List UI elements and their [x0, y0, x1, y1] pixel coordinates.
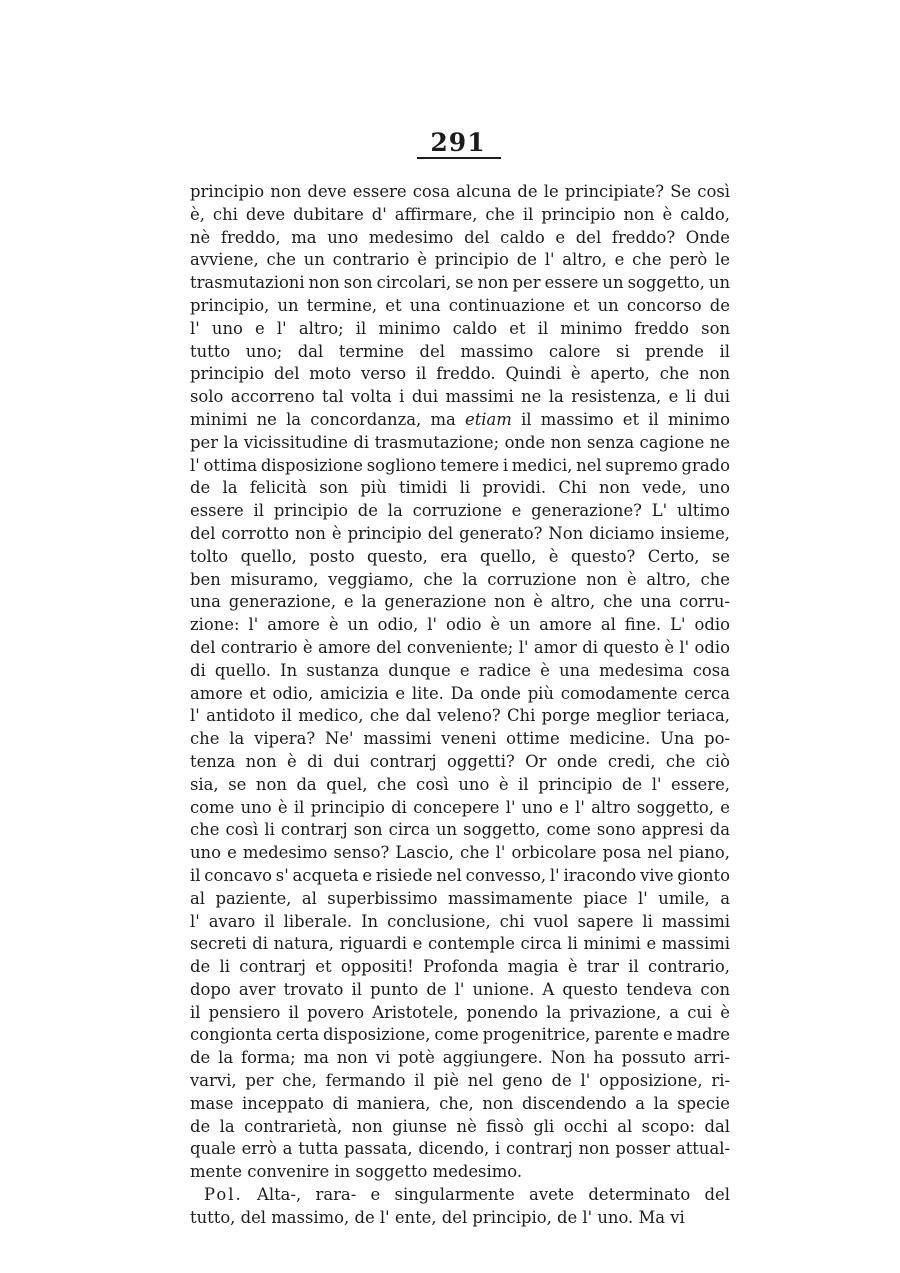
text-line: di quello. In sustanza dunque e radice è una medesima cosa: [190, 660, 730, 680]
text-line: al paziente, al superbissimo massimamente piace l' umile, a: [190, 888, 730, 908]
text-line: principio non deve essere cosa alcuna de le principiate? Se così: [190, 182, 730, 201]
text-line: del corrotto non è principio del generato? Non diciamo insieme,: [190, 523, 730, 543]
text-line: per la vicissitudine di trasmutazione; onde non senza cagione ne: [190, 432, 730, 452]
text-line: quale errò a tutta passata, dicendo, i contrarj non posser attual-: [190, 1139, 730, 1159]
text-line: ben misuramo, veggiamo, che la corruzione non è altro, che: [190, 569, 730, 589]
text-line: de li contrarj et oppositi! Profonda magia è trar il contrario,: [190, 957, 730, 977]
page-number: 291: [430, 128, 486, 157]
text-line: amore et odio, amicizia e lite. Da onde più comodamente cerca: [190, 683, 730, 703]
text-line: zione: l' amore è un odio, l' odio è un amore al fine. L' odio: [190, 615, 730, 635]
text-line: l' antidoto il medico, che dal veleno? Chi porge meglior teriaca,: [190, 706, 730, 726]
text-line: tutto uno; dal termine del massimo calore si prende il: [190, 341, 730, 361]
text-line: il pensiero il povero Aristotele, ponendo la privazione, a cui è: [190, 1002, 730, 1022]
text-line: tutto, del massimo, de l' ente, del principio, de l' uno. Ma vi: [190, 1207, 685, 1227]
text-line: del contrario è amore del conveniente; l' amor di questo è l' odio: [190, 637, 730, 657]
italic-word: etiam: [465, 409, 512, 429]
text-line: trasmutazioni non son circolari, se non per essere un soggetto, un: [190, 273, 730, 293]
text-line: l' avaro il liberale. In conclusione, chi vuol sapere li massimi: [190, 911, 730, 931]
text-line: l' uno e l' altro; il minimo caldo et il minimo freddo son: [190, 318, 730, 338]
text-line: dopo aver trovato il punto de l' unione. A questo tendeva con: [190, 979, 730, 999]
text-line: principio del moto verso il freddo. Quindi è aperto, che non: [190, 364, 730, 384]
text-line: de la contrarietà, non giunse nè fissò gli occhi al scopo: dal: [190, 1116, 730, 1136]
text-line: de la forma; ma non vi potè aggiungere. Non ha possuto arri-: [190, 1048, 730, 1068]
text-line: nè freddo, ma uno medesimo del caldo e del freddo? Onde: [190, 227, 730, 247]
text-line: tolto quello, posto questo, era quello, è questo? Certo, se: [190, 546, 730, 566]
text-line: uno e medesimo senso? Lascio, che l' orbicolare posa nel piano,: [190, 843, 730, 863]
text-line: minimi ne la concordanza, ma etiam il massimo et il minimo: [190, 409, 730, 429]
text-line: che così li contrarj son circa un soggetto, come sono appresi da: [190, 820, 730, 840]
text-line: essere il principio de la corruzione e generazione? L' ultimo: [190, 501, 730, 521]
text-line: come uno è il principio di concepere l' uno e l' altro soggetto, e: [190, 797, 730, 817]
text-line: principio, un termine, et una continuazione et un concorso de: [190, 295, 730, 315]
text-line: sia, se non da quel, che così uno è il principio de l' essere,: [190, 774, 730, 794]
text-line: mase inceppato di maniera, che, non discendendo a la specie: [190, 1093, 730, 1113]
text-line: una generazione, e la generazione non è altro, che una corru-: [190, 592, 730, 612]
text-line: mente convenire in soggetto medesimo.: [190, 1162, 523, 1182]
text-line: l' ottima disposizione sogliono temere i medici, nel supremo grado: [190, 455, 730, 475]
text-line: solo accorreno tal volta i dui massimi ne la resistenza, e li dui: [190, 387, 730, 407]
text-line: de la felicità son più timidi li providi. Chi non vede, uno: [190, 478, 730, 498]
body-text: [190, 181, 730, 1230]
text-line: avviene, che un contrario è principio de l' altro, e che però le: [190, 250, 730, 270]
text-line: il concavo s' acqueta e risiede nel convesso, l' iracondo vive gionto: [190, 865, 730, 885]
page-number-rule: [417, 157, 501, 159]
text-line: Pol. Alta-, rara- e singularmente avete determinato del: [204, 1185, 730, 1205]
text-line: che la vipera? Ne' massimi veneni ottime medicine. Una po-: [190, 729, 730, 749]
text-line: è, chi deve dubitare d' affirmare, che il principio non è caldo,: [190, 204, 730, 224]
text-line: congionta certa disposizione, come progenitrice, parente e madre: [190, 1025, 730, 1045]
text-line: varvi, per che, fermando il piè nel geno de l' opposizione, ri-: [190, 1071, 730, 1091]
text-line: secreti di natura, riguardi e contemple circa li minimi e massimi: [190, 934, 730, 954]
speaker-label: Pol.: [204, 1185, 243, 1205]
text-line: tenza non è di dui contrarj oggetti? Or onde credi, che ciò: [190, 751, 730, 771]
